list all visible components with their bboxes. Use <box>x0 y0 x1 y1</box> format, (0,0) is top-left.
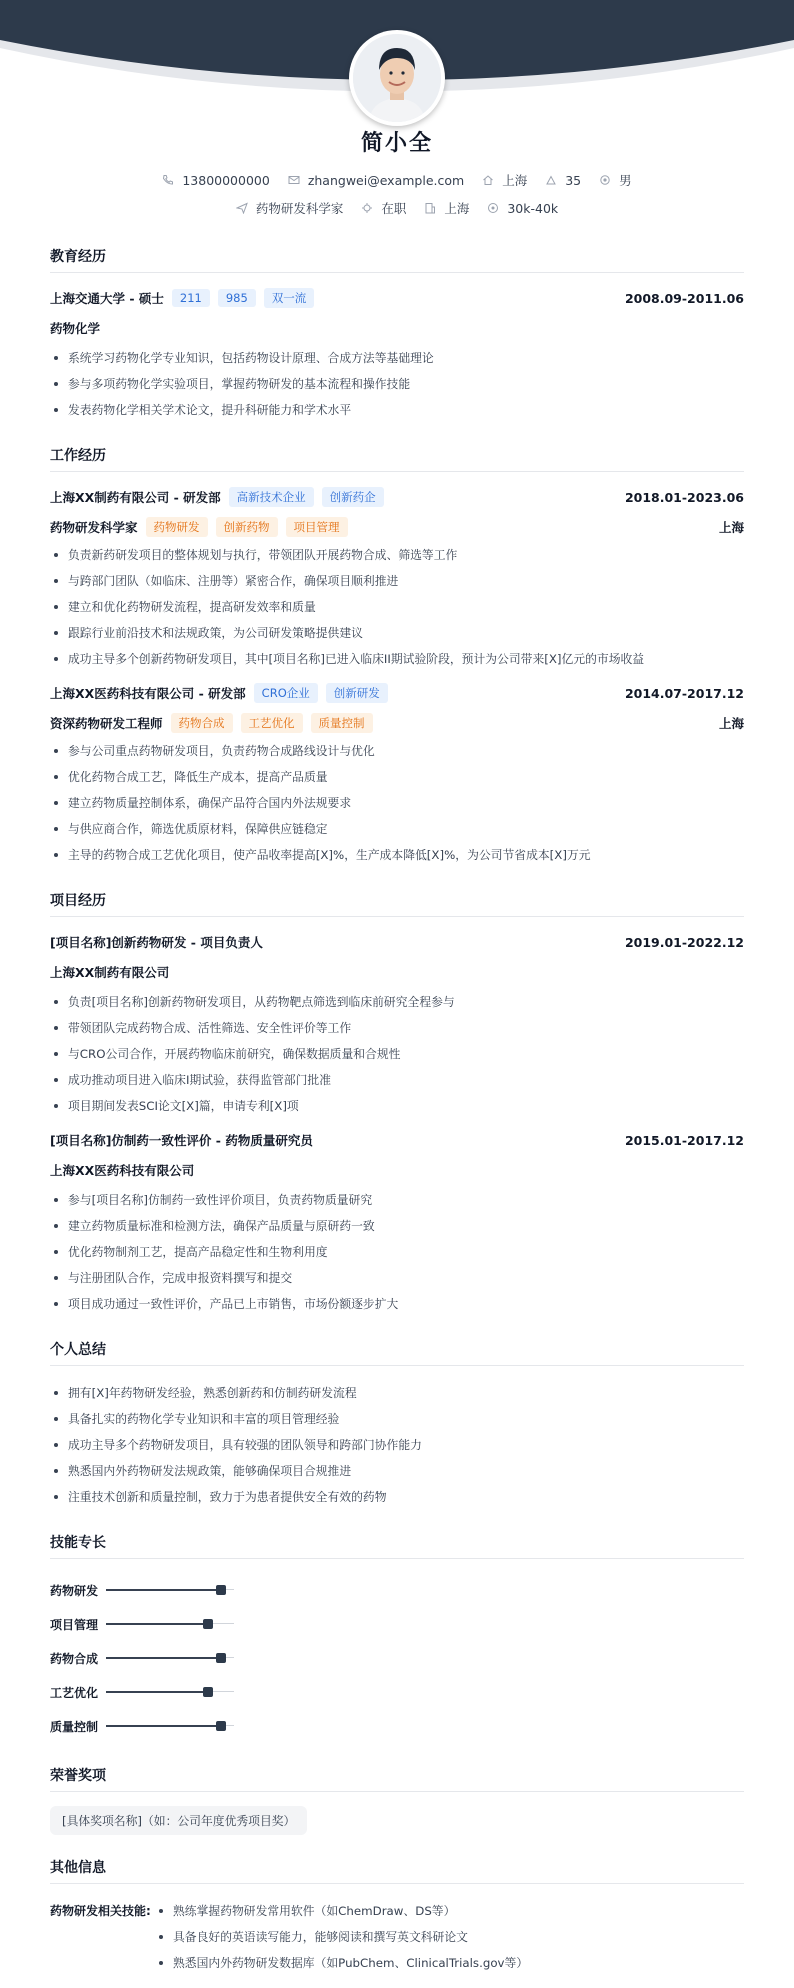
awards-section <box>50 1765 744 1835</box>
section-title: 技能专长 <box>50 1532 744 1559</box>
list-item: 注重技术创新和质量控制，致力于为患者提供安全有效的药物 <box>50 1484 744 1510</box>
skill-name: 项目管理 <box>50 1617 99 1632</box>
intent-position <box>236 199 344 217</box>
project-bullets <box>50 1187 744 1317</box>
list-item: 与注册团队合作，完成申报资料撰写和提交 <box>50 1265 744 1291</box>
skill-knob <box>216 1585 226 1595</box>
list-item: 负责新药研发项目的整体规划与执行，带领团队开展药物合成、筛选等工作 <box>50 542 744 568</box>
school-tag: 211 <box>172 289 210 307</box>
work-position-row <box>50 712 744 734</box>
list-item: 成功推动项目进入临床I期试验，获得监管部门批准 <box>50 1067 744 1093</box>
work-bullets <box>50 542 744 672</box>
section-title: 个人总结 <box>50 1339 744 1366</box>
project-org: 上海XX制药有限公司 <box>50 965 170 980</box>
skill-name: 药物合成 <box>50 1651 99 1666</box>
position-tag: 药物研发 <box>146 517 208 537</box>
age-text: 35 <box>565 172 582 188</box>
email-text: zhangwei@example.com <box>307 172 465 188</box>
contact-line <box>0 171 794 189</box>
intent-salary-text: 30k-40k <box>507 200 559 216</box>
list-item: 参与[项目名称]仿制药一致性评价项目，负责药物质量研究 <box>50 1187 744 1213</box>
list-item: 项目期间发表SCI论文[X]篇，申请专利[X]项 <box>50 1093 744 1119</box>
work-bullets <box>50 738 744 868</box>
list-item: 发表药物化学相关学术论文，提升科研能力和学术水平 <box>50 397 744 423</box>
skill-level-bar <box>106 1652 234 1664</box>
list-item: 熟练掌握药物研发常用软件（如ChemDraw、DS等） <box>155 1898 528 1924</box>
skill-knob <box>203 1687 213 1697</box>
intent-status-text: 在职 <box>381 201 407 216</box>
home-icon <box>482 174 494 186</box>
contact-phone <box>162 173 269 188</box>
gender-text: 男 <box>619 173 632 188</box>
section-title: 其他信息 <box>50 1857 744 1884</box>
building-icon <box>424 202 436 214</box>
work-section <box>50 445 744 868</box>
intent-line <box>0 199 794 217</box>
project-header <box>50 931 744 953</box>
other-label: 药物研发相关技能: <box>50 1904 151 1918</box>
gender-icon <box>599 174 611 186</box>
company-name: 上海XX制药有限公司 - 研发部 <box>50 490 221 505</box>
contact-email <box>288 173 464 188</box>
skill-row <box>50 1675 744 1709</box>
section-title: 工作经历 <box>50 445 744 472</box>
list-item: 熟悉国内外药物研发法规政策，能够确保项目合规推进 <box>50 1458 744 1484</box>
project-date: 2019.01-2022.12 <box>624 934 744 950</box>
company-tag: 高新技术企业 <box>229 487 314 507</box>
skill-row <box>50 1641 744 1675</box>
resume-content <box>50 246 744 1976</box>
project-section <box>50 890 744 1317</box>
work-position-row <box>50 516 744 538</box>
list-item: 建立药物质量控制体系，确保产品符合国内外法规要求 <box>50 790 744 816</box>
send-icon <box>236 202 248 214</box>
work-date: 2014.07-2017.12 <box>624 685 744 701</box>
company-name: 上海XX医药科技有限公司 - 研发部 <box>50 686 246 701</box>
list-item: 熟悉国内外药物研发数据库（如PubChem、ClinicalTrials.gov等） <box>155 1950 528 1976</box>
skill-knob <box>216 1721 226 1731</box>
intent-city-text: 上海 <box>444 201 470 216</box>
phone-text: 13800000000 <box>182 172 270 188</box>
list-item: 成功主导多个药物研发项目，具有较强的团队领导和跨部门协作能力 <box>50 1432 744 1458</box>
status-icon <box>361 202 373 214</box>
list-item: 成功主导多个创新药物研发项目，其中[项目名称]已进入临床II期试验阶段，预计为公司带来[X]亿元的市场收益 <box>50 646 744 672</box>
contact-city <box>482 171 527 189</box>
education-section <box>50 246 744 423</box>
avatar <box>349 30 445 126</box>
list-item: 建立和优化药物研发流程，提高研发效率和质量 <box>50 594 744 620</box>
other-bullets <box>155 1898 528 1976</box>
candidate-name: 简小全 <box>360 131 433 156</box>
skill-level-bar <box>106 1720 234 1732</box>
work-header <box>50 486 744 508</box>
other-section <box>50 1857 744 1976</box>
skill-knob <box>203 1619 213 1629</box>
intent-salary <box>487 201 558 216</box>
list-item: 优化药物制剂工艺，提高产品稳定性和生物利用度 <box>50 1239 744 1265</box>
work-date: 2018.01-2023.06 <box>624 489 744 505</box>
project-bullets <box>50 989 744 1119</box>
project-name: [项目名称]仿制药一致性评价 - 药物质量研究员 <box>50 1133 313 1148</box>
list-item: 拥有[X]年药物研发经验，熟悉创新药和仿制药研发流程 <box>50 1380 744 1406</box>
skill-level-bar <box>106 1618 234 1630</box>
skill-level-bar <box>106 1686 234 1698</box>
position-tag: 项目管理 <box>286 517 348 537</box>
education-bullets <box>50 345 744 423</box>
list-item: 项目成功通过一致性评价，产品已上市销售，市场份额逐步扩大 <box>50 1291 744 1317</box>
list-item: 建立药物质量标准和检测方法，确保产品质量与原研药一致 <box>50 1213 744 1239</box>
mail-icon <box>288 174 300 186</box>
company-tag: 创新药企 <box>322 487 384 507</box>
work-city: 上海 <box>718 716 744 731</box>
summary-bullets <box>50 1380 744 1510</box>
list-item: 系统学习药物化学专业知识，包括药物设计原理、合成方法等基础理论 <box>50 345 744 371</box>
skill-row <box>50 1573 744 1607</box>
project-header <box>50 1129 744 1151</box>
skill-name: 质量控制 <box>50 1719 99 1734</box>
work-header <box>50 682 744 704</box>
contact-age <box>545 173 581 188</box>
list-item: 主导的药物合成工艺优化项目，使产品收率提高[X]%，生产成本降低[X]%，为公司节省成本[X]万元 <box>50 842 744 868</box>
list-item: 跟踪行业前沿技术和法规政策，为公司研发策略提供建议 <box>50 620 744 646</box>
list-item: 与跨部门团队（如临床、注册等）紧密合作，确保项目顺利推进 <box>50 568 744 594</box>
list-item: 具备良好的英语读写能力，能够阅读和撰写英文科研论文 <box>155 1924 528 1950</box>
list-item: 具备扎实的药物化学专业知识和丰富的项目管理经验 <box>50 1406 744 1432</box>
project-date: 2015.01-2017.12 <box>624 1132 744 1148</box>
position-tag: 工艺优化 <box>241 713 303 733</box>
list-item: 参与多项药物化学实验项目，掌握药物研发的基本流程和操作技能 <box>50 371 744 397</box>
contact-gender <box>599 171 632 189</box>
section-title: 教育经历 <box>50 246 744 273</box>
company-tag: 创新研发 <box>326 683 388 703</box>
list-item: 参与公司重点药物研发项目，负责药物合成路线设计与优化 <box>50 738 744 764</box>
position-tag: 质量控制 <box>311 713 373 733</box>
avatar-photo-icon <box>353 34 441 122</box>
intent-position-text: 药物研发科学家 <box>255 201 344 216</box>
section-title: 项目经历 <box>50 890 744 917</box>
position-name: 药物研发科学家 <box>50 520 138 535</box>
intent-city <box>424 199 469 217</box>
education-header <box>50 287 744 309</box>
skills-section <box>50 1532 744 1743</box>
skill-name: 工艺优化 <box>50 1685 99 1700</box>
salary-icon <box>487 202 499 214</box>
skill-level-bar <box>106 1584 234 1596</box>
intent-status <box>361 199 406 217</box>
project-name: [项目名称]创新药物研发 - 项目负责人 <box>50 935 263 950</box>
summary-section <box>50 1339 744 1510</box>
project-org: 上海XX医药科技有限公司 <box>50 1163 195 1178</box>
award-badge: [具体奖项名称]（如：公司年度优秀项目奖） <box>50 1806 307 1835</box>
other-row <box>50 1898 744 1976</box>
skill-name: 药物研发 <box>50 1583 99 1598</box>
education-date: 2008.09-2011.06 <box>624 290 744 306</box>
position-tag: 药物合成 <box>171 713 233 733</box>
age-icon <box>545 174 557 186</box>
work-city: 上海 <box>718 520 744 535</box>
school-name: 上海交通大学 - 硕士 <box>50 291 164 306</box>
skill-row <box>50 1607 744 1641</box>
company-tag: CRO企业 <box>254 683 318 703</box>
position-name: 资深药物研发工程师 <box>50 716 163 731</box>
list-item: 带领团队完成药物合成、活性筛选、安全性评价等工作 <box>50 1015 744 1041</box>
list-item: 与CRO公司合作，开展药物临床前研究，确保数据质量和合规性 <box>50 1041 744 1067</box>
education-major: 药物化学 <box>50 321 101 336</box>
phone-icon <box>162 174 174 186</box>
city-text: 上海 <box>502 173 528 188</box>
skill-knob <box>216 1653 226 1663</box>
list-item: 与供应商合作，筛选优质原材料，保障供应链稳定 <box>50 816 744 842</box>
section-title: 荣誉奖项 <box>50 1765 744 1792</box>
position-tag: 创新药物 <box>216 517 278 537</box>
school-tag: 985 <box>218 289 256 307</box>
skill-row <box>50 1709 744 1743</box>
list-item: 优化药物合成工艺，降低生产成本，提高产品质量 <box>50 764 744 790</box>
school-tag: 双一流 <box>264 288 315 308</box>
list-item: 负责[项目名称]创新药物研发项目，从药物靶点筛选到临床前研究全程参与 <box>50 989 744 1015</box>
